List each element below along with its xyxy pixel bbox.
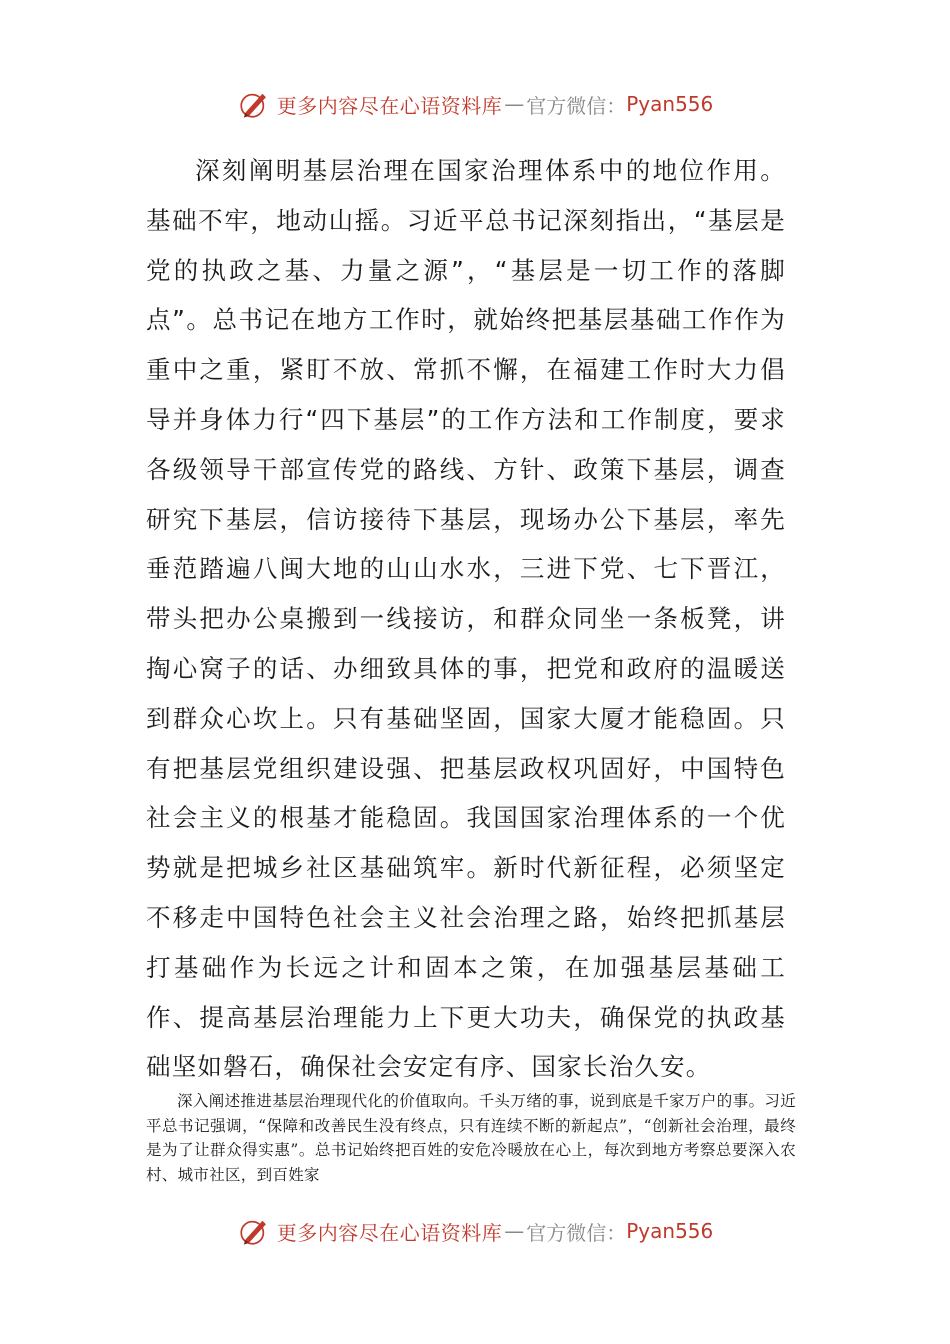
watermark-brand: 更多内容尽在心语资料库 xyxy=(276,93,503,118)
watermark-contact-label: 官方微信： xyxy=(526,93,627,118)
pen-logo-icon xyxy=(237,1214,271,1248)
watermark-wechat-id: Pyan556 xyxy=(626,1219,714,1243)
second-paragraph: 深入阐述推进基层治理现代化的价值取向。千头万绪的事，说到底是千家万户的事。习近平总书记强调，“保障和改善民生没有终点，只有连续不断的新起点”，“创新社会治理，最终是为了让群众得实惠”。总书记始终把百姓的安危冷暖放在心上，每次到地方考察总要深入农村、城市社区，到百姓家 xyxy=(146,1092,796,1184)
watermark-dash: — xyxy=(504,1219,525,1243)
main-paragraph: 深刻阐明基层治理在国家治理体系中的地位作用。基础不牢，地动山摇。习近平总书记深刻指出，“基层是党的执政之基、力量之源”，“基层是一切工作的落脚点”。总书记在地方工作时，就始终把基层基础工作作为重中之重，紧盯不放、常抓不懈，在福建工作时大力倡导并身体力行“四下基层”的工作方法和工作制度，要求各级领导干部宣传党的路线、方针、政策下基层，调查研究下基层，信访接待下基层，现场办公下基层，率先垂范踏遍八闽大地的山山水水，三进下党、七下晋江，带头把办公桌搬到一线接访，和群众同坐一条板凳，讲掏心窝子的话、办细致具体的事，把党和政府的温暖送到群众心坎上。只有基础坚固，国家大厦才能稳固。只有把基层党组织建设强、把基层政权巩固好，中国特色社会主义的根基才能稳固。我国国家治理体系的一个优势就是把城乡社区基础筑牢。新时代新征程，必须坚定不移走中国特色社会主义社会治理之路，始终把抓基层打基础作为长远之计和固本之策，在加强基层基础工作、提高基层治理能力上下更大功夫，确保党的执政基础坚如磐石，确保社会安定有序、国家长治久安。 xyxy=(146,156,786,1082)
footer-watermark xyxy=(0,1211,950,1251)
header-watermark xyxy=(0,84,950,124)
watermark-contact-label: 官方微信： xyxy=(526,1220,627,1245)
watermark-brand: 更多内容尽在心语资料库 xyxy=(276,1220,503,1245)
watermark-dash: — xyxy=(504,92,525,116)
pen-logo-icon xyxy=(237,87,271,121)
watermark-wechat-id: Pyan556 xyxy=(626,92,714,116)
